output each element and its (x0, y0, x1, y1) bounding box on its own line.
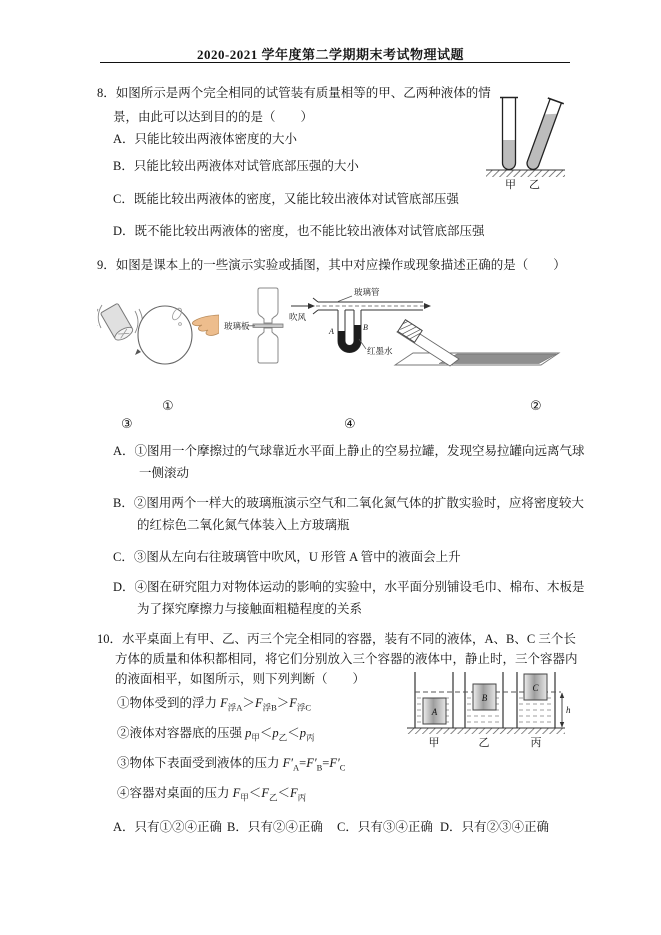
q9-option-d-line1: D．④图在研究阻力对物体运动的影响的实验中，水平面分别铺设毛巾、棉布、木板是 (113, 580, 585, 594)
q10-stem-line1: 10．水平桌面上有甲、乙、丙三个完全相同的容器，装有不同的液体，A、B、C 三个长 (97, 632, 576, 646)
q10-stem-line3: 的液面相平，如图所示，则下列判断（ ） (115, 672, 366, 686)
q8-option-a: A．只能比较出两液体密度的大小 (113, 132, 298, 146)
red-ink-label: 红墨水 (367, 346, 393, 356)
block-c (524, 674, 547, 700)
u-tube (338, 310, 361, 353)
q10-answer-b: B．只有②④正确 (227, 820, 323, 834)
fig1-number: ① (162, 399, 174, 414)
q8-option-c: C．既能比较出两液体的密度，又能比较出液体对试管底部压强 (113, 192, 459, 206)
glass-tube-label: 玻璃管 (354, 287, 380, 297)
q8-stem-line2: 景，由此可以达到目的的是（ ） (113, 110, 314, 124)
q9-option-b-line1: B．②图用两个一样大的玻璃瓶演示空气和二氧化氮气体的扩散实验时，应将密度较大 (113, 496, 584, 510)
ground-hatch (486, 170, 565, 177)
label-yi: 乙 (529, 179, 540, 191)
q10-containers-figure (405, 666, 575, 758)
q10-stem-line2: 方体的质量和体积都相同，将它们分别放入三个容器的液体中，静止时，三个容器内 (115, 652, 578, 666)
label-jia: 甲 (505, 179, 516, 191)
arm-b-label: B (363, 323, 368, 332)
q9-diffusion-bottles-figure (222, 286, 288, 366)
svg-text:A: A (431, 707, 438, 717)
glass-plate-label: 玻璃板 (224, 321, 250, 331)
balloon (135, 306, 192, 364)
q9-option-b-line2: 的红棕色二氧化氮气体装入上方玻璃瓶 (137, 518, 350, 532)
q8-stem-line1: 8．如图所示是两个完全相同的试管装有质量相等的甲、乙两种液体的情 (97, 86, 491, 100)
q8-option-b: B．只能比较出两液体对试管底部压强的大小 (113, 159, 359, 173)
svg-text:C: C (532, 683, 539, 693)
block-a (423, 698, 446, 724)
label-jia: 甲 (428, 737, 440, 749)
title-underline (100, 62, 570, 63)
depth-arrow (560, 693, 571, 728)
q10-statement-4: ④容器对桌面的压力 $F_甲<F_乙<F_丙$ (117, 786, 307, 803)
q10-answer-c: C．只有③④正确 (337, 820, 433, 834)
tilted-test-tube (523, 98, 564, 172)
glass-plate (253, 324, 283, 327)
drink-can (100, 303, 134, 342)
svg-text:h: h (566, 705, 571, 715)
top-bottle (258, 288, 278, 323)
block-b (473, 684, 496, 710)
ground-hatch (407, 728, 565, 734)
q8-option-d: D．既不能比较出两液体的密度，也不能比较出液体对试管底部压强 (113, 224, 485, 238)
svg-text:B: B (481, 693, 488, 703)
q9-ramp-figure (393, 314, 561, 370)
q10-statement-1: ①物体受到的浮力 $F_{浮A}>F_{浮B}>F_{浮C}$ (117, 696, 312, 713)
label-bing: 丙 (530, 737, 542, 749)
q9-option-c: C．③图从左向右往玻璃管中吹风，U 形管 A 管中的液面会上升 (113, 550, 461, 564)
q9-balloon-can-figure (97, 296, 219, 370)
q10-statement-3: ③物体下表面受到液体的压力 $F'_A=F'_B=F'_C$ (117, 756, 346, 773)
q10-answer-a: A．只有①②④正确 (113, 820, 223, 834)
q10-statement-2: ②液体对容器底的压强 $p_甲<p_乙<p_丙$ (117, 726, 315, 743)
bottom-bottle (258, 328, 278, 363)
hand (192, 315, 219, 335)
fig3-number: ③ (121, 417, 133, 432)
q9-option-a-line1: A．①图用一个摩擦过的气球靠近水平面上静止的空易拉罐，发现空易拉罐向远离气球 (113, 444, 585, 458)
q8-test-tubes-figure (485, 92, 570, 192)
arm-a-label: A (329, 327, 334, 336)
blow-label: 吹风 (289, 312, 307, 322)
q10-answer-d: D．只有②③④正确 (440, 820, 550, 834)
q9-option-a-line2: 一侧滚动 (139, 466, 190, 480)
label-yi: 乙 (478, 737, 490, 749)
q9-option-d-line2: 为了探究摩擦力与接触面粗糙程度的关系 (137, 602, 363, 616)
page-title: 2020-2021 学年度第二学期期末考试物理试题 (196, 47, 465, 62)
fig2-number: ② (530, 399, 542, 414)
vertical-test-tube (500, 98, 518, 170)
q9-stem: 9．如图是课本上的一些演示实验或插图，其中对应操作或现象描述正确的是（ ） (97, 258, 566, 272)
fig4-number: ④ (344, 417, 356, 432)
